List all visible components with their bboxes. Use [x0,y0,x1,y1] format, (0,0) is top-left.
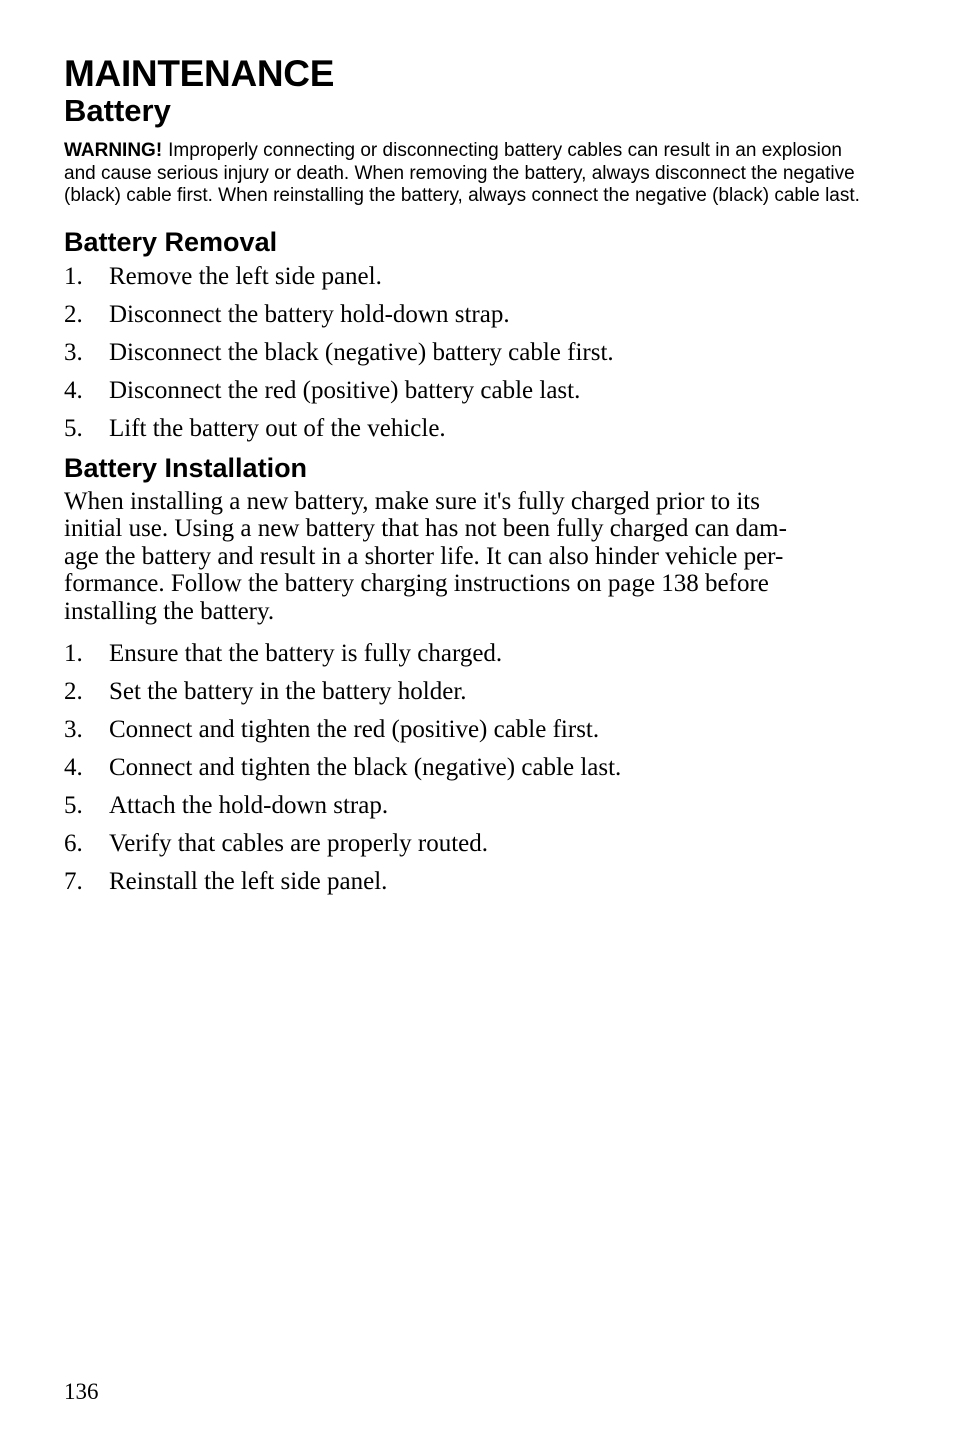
list-item [64,791,864,829]
page-title: Battery [64,93,171,128]
list-item [64,753,864,791]
section-title: MAINTENANCE [64,53,335,94]
step-number: 4. [64,376,83,404]
step-number: 7. [64,868,83,896]
step-number: 3. [64,716,83,744]
installation-heading: Battery Installation [64,452,308,483]
list-item [64,338,864,376]
list-item [64,376,864,414]
step-number: 5. [64,414,83,442]
step-number: 3. [64,338,83,366]
intro-line: installing the battery. [64,597,275,625]
warning-text: Improperly connecting or disconnecting battery cables can result in an explosion and cause serious injury or death. When removing the battery, always disconnect the negative (black) cable first. When reinstalling the battery, always connect the negative (black) cable last. [64,140,860,206]
list-item [64,414,864,452]
manual-page [64,54,864,905]
list-item [64,715,864,753]
step-number: 2. [64,678,83,706]
step-text: Lift the battery out of the vehicle. [109,414,446,442]
step-text: Disconnect the black (negative) battery cable first. [109,338,614,366]
list-item [64,829,864,867]
intro-line: age the battery and result in a shorter life. It can also hinder vehicle per- [64,542,784,570]
step-number: 1. [64,262,83,290]
step-text: Attach the hold-down strap. [109,792,389,820]
removal-heading: Battery Removal [64,226,278,257]
step-text: Connect and tighten the black (negative) cable last. [109,754,622,782]
removal-steps [64,262,864,452]
intro-line: formance. Follow the battery charging instructions on page 138 before [64,570,769,598]
page-number: 136 [64,1379,99,1404]
step-text: Disconnect the battery hold-down strap. [109,300,510,328]
intro-line: When installing a new battery, make sure it's fully charged prior to its [64,487,760,515]
installation-steps [64,639,864,905]
list-item [64,867,864,905]
step-number: 4. [64,754,83,782]
list-item [64,300,864,338]
step-number: 6. [64,830,83,858]
step-text: Disconnect the red (positive) battery cable last. [109,376,581,404]
list-item [64,677,864,715]
list-item [64,639,864,677]
step-number: 5. [64,792,83,820]
warning-label: WARNING! [64,140,163,161]
list-item [64,262,864,300]
step-number: 2. [64,300,83,328]
installation-intro [64,488,864,626]
step-text: Connect and tighten the red (positive) cable first. [109,716,600,744]
step-text: Remove the left side panel. [109,262,382,290]
intro-line: initial use. Using a new battery that has not been fully charged can dam- [64,515,787,543]
step-text: Verify that cables are properly routed. [109,830,489,858]
step-text: Ensure that the battery is fully charged. [109,640,503,668]
warning-notice [64,140,864,208]
step-text: Set the battery in the battery holder. [109,678,467,706]
step-text: Reinstall the left side panel. [109,868,388,896]
step-number: 1. [64,640,83,668]
